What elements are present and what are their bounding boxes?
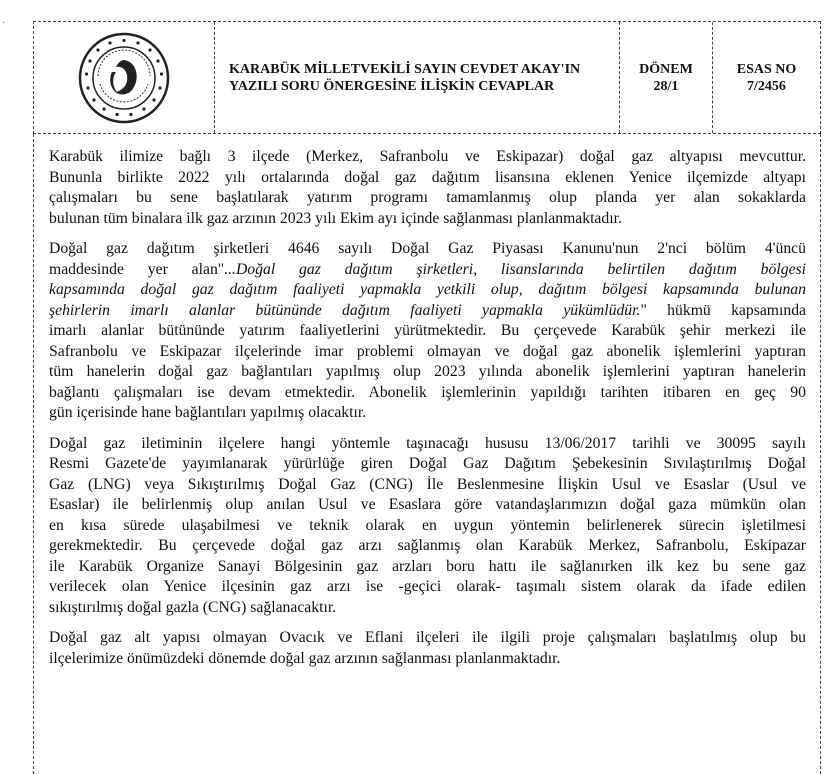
donem-cell bbox=[620, 22, 713, 133]
paragraph-line: Karabük ilimize bağlı 3 ilçede (Merkez, Safranbolu ve Eskipazar) doğal gaz altyapısı mevcuttur. bbox=[49, 148, 806, 165]
paragraph-line: Doğal gaz alt yapısı olmayan Ovacık ve Eflani ilçeleri ile ilgili proje çalışmaları başlatılmış olup bu bbox=[49, 629, 806, 646]
paragraph-line: ilçelerimize önümüzdeki dönemde doğal gaz arzının sağlanması planlanmaktadır. bbox=[49, 649, 561, 667]
ministry-seal-icon bbox=[78, 32, 170, 124]
paragraph-line: Doğal gaz dağıtım şirketleri 4646 sayılı Doğal Gaz Piyasası Kanunu'nun 2'nci bölüm 4'üncü bbox=[49, 240, 806, 257]
text-segment: " hükmü kapsamında bbox=[640, 301, 806, 319]
quote-segment: şehirlerin imarlı alanlar bütününde dağıtım faaliyeti yapmakla yükümlüdür. bbox=[49, 301, 641, 319]
quote-segment: kapsamında doğal gaz dağıtım faaliyeti yapmakla yetkili olup, dağıtım bölgesi kapsamında bulunan bbox=[49, 281, 806, 298]
paragraph-line: gerekmektedir. Bu çerçevede doğal gaz arzı sağlanmış olan Karabük Merkez, Safranbolu, Eskipazar bbox=[49, 537, 806, 554]
document-header bbox=[33, 21, 821, 134]
paragraph-line: çalışmaları bu sene başlatılarak yatırım programı tamamlanmış olup planda yer alan sokaklarda bbox=[49, 189, 806, 206]
paragraph-line bbox=[49, 301, 806, 322]
scan-mark: · bbox=[2, 18, 6, 29]
paragraph-4 bbox=[49, 628, 806, 669]
donem-value: 28/1 bbox=[653, 78, 679, 94]
donem-label: DÖNEM bbox=[639, 61, 693, 77]
paragraph-line bbox=[49, 260, 806, 281]
paragraph-line: tüm hanelerin doğal gaz bağlantıları yapılmış olup 2023 yılında abonelik işlemlerini yaptıran hanelerin bbox=[49, 363, 806, 380]
paragraph-line: sıkıştırılmış doğal gazla (CNG) sağlanacaktır. bbox=[49, 598, 337, 616]
paragraph-line: en kısa sürede ulaşabilmesi ve teknik olarak en uygun yöntemin belirlenerek sürecin işletilmesi bbox=[49, 516, 806, 534]
esas-value: 7/2456 bbox=[747, 78, 786, 94]
paragraph-line: verilecek olan Yenice ilçesinin gaz arzı ise -geçici olarak- taşımalı sistem olarak da ifade edilen bbox=[49, 578, 806, 595]
paragraph-3 bbox=[49, 434, 806, 619]
paragraph-line: imarlı alanlar bütününde yatırım faaliyetlerini yürütmektedir. Bu çerçevede Karabük şehir merkezi ile bbox=[49, 322, 806, 339]
quote-segment: ...Doğal gaz dağıtım şirketleri, lisanslarında belirtilen dağıtım bölgesi bbox=[224, 260, 806, 278]
paragraph-line: Gaz (LNG) veya Sıkıştırılmış Doğal Gaz (CNG) İle Beslenmesine İlişkin Usul ve Esaslar (Usul ve bbox=[49, 475, 806, 493]
paragraph-line: bağlantı çalışmaları ise devam etmektedir. Abonelik işlemlerinin yapıldığı tarihten itibaren en geç 90 bbox=[49, 383, 806, 401]
paragraph-line: bulunan tüm binalara ilk gaz arzının 2023 yılı Ekim ayı içinde sağlanması planlanmaktadır. bbox=[49, 209, 622, 227]
document-body bbox=[33, 134, 821, 774]
text-segment: maddesinde yer alan" bbox=[49, 260, 225, 278]
paragraph-line: Esaslar) ile belirlenmiş olup anılan Usul ve Esaslara göre vatandaşlarımızın doğal gaza mümkün olan bbox=[49, 496, 806, 513]
title-line-2: YAZILI SORU ÖNERGESİNE İLİŞKİN CEVAPLAR bbox=[229, 78, 555, 94]
paragraph-line: Safranbolu ve Eskipazar ilçelerinde imar problemi olmayan ve doğal gaz abonelik işlemlerini yaptıran bbox=[49, 342, 806, 360]
esas-label: ESAS NO bbox=[736, 61, 797, 77]
paragraph-line bbox=[49, 280, 806, 301]
paragraph-line: Bununla birlikte 2022 yılı ortalarında doğal gaz dağıtım lisansına eklenen Yenice ilçemizde altyapı bbox=[49, 168, 806, 186]
esas-cell bbox=[713, 22, 820, 133]
logo-cell bbox=[34, 22, 215, 133]
paragraph-2 bbox=[49, 239, 806, 424]
paragraph-line: Doğal gaz iletiminin ilçelere hangi yöntemle taşınacağı hususu 13/06/2017 tarihli ve 30095 sayılı bbox=[49, 434, 806, 452]
title-cell bbox=[215, 22, 620, 133]
title-line-1: KARABÜK MİLLETVEKİLİ SAYIN CEVDET AKAY'IN bbox=[229, 61, 581, 77]
paragraph-1 bbox=[49, 147, 806, 229]
paragraph-line: Resmi Gazete'de yayımlanarak yürürlüğe giren Doğal Gaz Dağıtım Şebekesinin Sıvılaştırılmış Doğal bbox=[49, 455, 806, 472]
paragraph-line: ile Karabük Organize Sanayi Bölgesinin gaz arzları boru hattı ile sağlanırken ilk kez bu sene gaz bbox=[49, 557, 806, 575]
paragraph-line: gün içerisinde hane bağlantıları yapılmış olacaktır. bbox=[49, 404, 367, 421]
